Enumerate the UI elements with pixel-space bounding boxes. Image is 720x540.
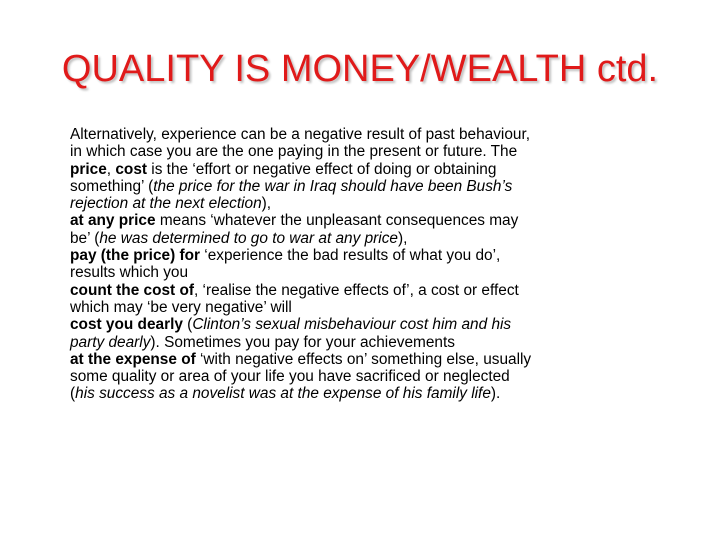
example-text: he was determined to go to war at any price [99,229,398,247]
text-segment: ), [397,229,408,247]
text-line [70,282,690,299]
text-segment: be’ ( [70,229,100,247]
text-segment: results which you [70,264,189,282]
slide-title: QUALITY IS MONEY/WEALTH ctd. [61,48,659,90]
example-text: rejection at the next election [70,195,262,213]
text-segment: in which case you are the one paying in the present or future. The [70,143,518,161]
term: price [70,160,107,178]
example-text: party dearly [70,333,151,351]
text-line [70,385,690,402]
term: cost [115,160,148,178]
text-segment: ). Sometimes you pay for your achievements [150,333,455,351]
text-line [70,143,690,160]
text-line [70,368,690,385]
term: pay (the price) for [70,247,200,265]
text-segment: ( [70,385,76,403]
slide-body [70,126,690,403]
text-line [70,351,690,368]
text-segment: ). [490,385,501,403]
text-line [70,126,690,143]
text-line [70,195,690,212]
text-line [70,161,690,178]
text-segment: which may ‘be very negative’ will [70,298,292,316]
text-segment: , ‘realise the negative effects of’, a cost or effect [193,281,519,299]
text-segment: , [106,160,116,178]
example-text: the price for the war in Iraq should have been Bush’s [153,177,513,195]
text-segment: ‘experience the bad results of what you do’, [200,247,501,265]
text-line [70,247,690,264]
text-segment: Alternatively, experience can be a negative result of past behaviour, [70,126,531,143]
text-segment: ‘with negative effects on’ something else, usually [195,350,532,368]
text-line [70,316,690,333]
text-line [70,178,690,195]
text-line [70,212,690,229]
example-text: his success as a novelist was at the expense of his family life [75,385,491,403]
text-segment: something’ ( [70,177,154,195]
term: at the expense of [70,350,196,368]
text-segment: means ‘whatever the unpleasant consequences may [155,212,519,230]
text-line [70,299,690,316]
text-segment: ), [261,195,272,213]
text-line [70,334,690,351]
term: cost you dearly [70,316,183,334]
term: count the cost of [70,281,194,299]
text-line [70,264,690,281]
text-line [70,230,690,247]
text-segment: some quality or area of your life you have sacrificed or neglected [70,368,510,386]
text-segment: is the ‘effort or negative effect of doing or obtaining [147,160,497,178]
example-text: Clinton’s sexual misbehaviour cost him and his [192,316,512,334]
term: at any price [70,212,156,230]
text-segment: ( [182,316,193,334]
